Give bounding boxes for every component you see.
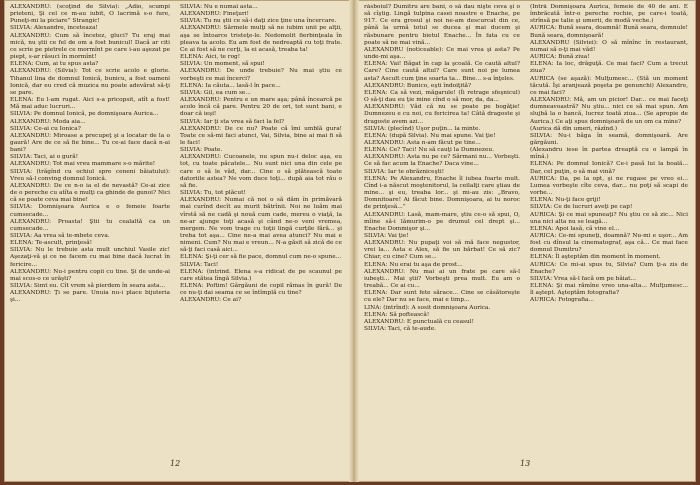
page-number-right: 13 [520,459,531,468]
dialogue-line: SILVIA: Ce de lucruri aveţi pe cap! [530,204,633,211]
dialogue-line: ELENA: Ia loc, drăguţă. Ce mai faci? Cum a trecut ziua? [530,61,688,75]
dialogue-line: ALEXANDRU (Silviei): O să mînînc în restaurant, numai să o-ţi mai văd! [530,39,688,53]
dialogue-line: ELENA: Pe Alexandru, Enache îl iubea foarte mult. Cînd i-a născut moştenitorul, la ceilalţi care ştiau de mine... şi eu, treaba lor... şi mi-au zis: „Bravo, Domnitoare! Ai făcut bine. Domnişoara, ai tu noroc de prinţesă...” [364,175,520,211]
dialogue-line: (Aurica dă din umeri, râzînd.) [530,125,618,132]
dialogue-line: ALEXANDRU: Proasta! Ştii tu cealaltă ca un cumsecade... [10,218,170,232]
dialogue-line: AURICA (se aşază): Mulţumesc... (Stă un moment tăcută. Îşi aranjează poşeta pe genunchi) Alexandre, ce mai faci? [530,75,688,96]
dialogue-line: ALEXANDRU: (scoţînd de Silvia): „Adio, scumpi prieteni, Şi cel ce m-au iubit, O lacrimă s-o fure, Puneţi-mi la piciare” Strangic! [10,4,170,25]
dialogue-line: ELENA: Pe domnul Ionică? Ce-i pasă lui la boală... Dar, cel puţin, o să mai vină? [530,161,688,175]
dialogue-line: ELENA: Ca să vezi, măgarule! (Îi retrage sfeşnicul) O să-ţi dau eu ţie mine cînd o să mor, da, da... [364,89,520,104]
dialogue-line: SILVIA: Ce-ai cu Ionica? [10,125,81,132]
dialogue-line: SILVIA: Simt eu. Cît vrem să pierdem în seara asta... [10,283,166,290]
dialogue-line: ALEXANDRU: Lasă, mam-mare, ştiu ce-o să spui, O, mîine să-i lămurim-o pe drumul cel drept şi... Enache Dommişor şi... [364,211,520,232]
dialogue-line: (Alexandru iese în partea dreaptă cu o lampă în mînă.) [530,147,688,161]
dialogue-line: ALEXANDRU: Asta n-am făcut pe tine... [364,139,481,146]
dialogue-line: SILVIA: Taci, că te-aude. [364,326,436,333]
dialogue-line: SILVIA: Vai ţie! [364,233,409,239]
dialogue-line: SILVIA: (trăgînd cu ochiul spre ceneni băiatului): Vreu să-l conving domnul Ionică. [10,168,170,182]
right-page-column-2 [530,4,688,452]
dialogue-line: ELENA: Eu l-am rugat. Aici s-a pricopsit, atît a fost! Mă mai aduc lucruri... [10,97,170,111]
dialogue-line: ELENA: (după Silvia). Nu mai spune. Vai ţie! [364,132,496,139]
dialogue-line: răsboiul? Dumitru are bani, o să dau nişte ceva şi o să cîştig. Lingă tulpina casei noastre e Enache, pe 917. Ce era grosul şi noi ne-am descurcat din ce, până la urmă totul se ducea şi mai ducem şi răsbunare pentru bietul Enache... În fata cu ce poate să ne mai vină... [364,4,520,46]
dialogue-line: LINA: (intrînd): A sosit domnişoara Aurica. [364,304,491,311]
dialogue-line: SILVIA: Poate. [180,147,223,154]
left-page [10,4,346,474]
dialogue-line: SILVIA: (plecînd) Uşor puţin... la minte. [364,125,481,132]
dialogue-line: ELENA: Nu erai tu aşa de prost... [364,261,463,268]
dialogue-line: ELENA: Ia căuta... lasă-l în pace... [180,82,281,89]
dialogue-line: (Intră Domnişoara Aurica, femeie de 40 de ani. E îmbrăcată într-o pereche rochie, pe care-i toată, strînsă pe talie şi umerii, de modă veche.) [530,4,688,25]
dialogue-line: ELENA: Cum, ai tu spus asta? [10,61,99,68]
dialogue-line: ELENA: Te-ascult, prinţesă! [10,240,93,247]
dialogue-line: ALEXANDRU: Numai că noi o să dăm în primăvară mai curînd decît au murit bătrînii. Noi ne luăm mai vîrstă să ne cadă şi nouă cum cade, mereu o viaţă, la ne-ar ajunge toţi acasă şi când ne-o veni vremea, mergem. Ne vom trage cu toţii lingă curţile fără... şi treba tot aşa... Cine ne-a mai avea atunci? Nu mai e nimeni. Cum? Nu mai e vreun... N-a găsit să zică de ce să-ţi faci casă aici... [180,197,342,254]
dialogue-line: ELENA: Şi mai rămîne vreo una-alta... Mulţumesc... îl aştept. Aşteptăm fotografia? [530,283,688,297]
dialogue-line: ELENA: (intrind. Elena s-a ridicat de pe scaunul pe care stătea lîngă Silvia.) [180,268,342,282]
dialogue-line: SILVIA: Gil, ea cum se... [180,89,251,96]
dialogue-line: SILVIA: Iar te obrăzniceşti! [364,168,445,175]
dialogue-line: AURICA: Bună seara, doamnă! Bună seara, domnule! Bună seara, domnişoară! [530,25,688,39]
dialogue-line: ELENA: Să poftească! [364,311,430,318]
dialogue-line: ALEXANDRU: Mă, am un picior! Dar... ce mai faceţi dumneavoastră? Nu ştiu... nici ce să mai spun. Am slujbă la o bancă, lucrez toată ziua... (Se apropie de Aurica.) Ce aţi spus domnişoară de un om ca mine? [530,97,688,125]
dialogue-line: ELENA: Şi-ţi cer să fie pace, domnul cum ne-o spune... [180,254,342,261]
dialogue-line: AURICA: Fotografia... [530,297,594,304]
dialogue-line: ALEXANDRU: Cucoanele, nu spun nu-i deloc aşa, eu tot, cu toate păcatele... Nu sunt nici una din cele pe care o să le văd, dar... Cine o să plătească toate datoriile astea? Ne vom duce toţi... după aia tot rău o să fie. [180,154,342,189]
right-page-column-1 [364,4,520,452]
dialogue-line: ALEXANDRU: Bunico, eşti îndoiţită? [364,82,472,89]
dialogue-line: AURICA: Şi ce mai spuneaţi? Nu ştiu ce să zic... Nici una nici alta nu se leagă... [530,211,688,225]
right-page [362,4,690,474]
dialogue-line: ALEXANDRU: De ce nu? Poate că îmi umblă gura! Toate ce să-mi faci atunci, Vai, Silvia, bine ai mai fi să le faci! [180,125,342,146]
dialogue-line: ALEXANDRU: Ţi se pare. Unuia nu-i place bijuteria şi... [10,290,170,304]
dialogue-line: AURICA: Bună ziua! [530,54,590,61]
dialogue-line: SILVIA: Tu, tot plăcut! [180,190,246,197]
dialogue-line: SILVIA: Taci, ai o gură! [10,154,79,161]
dialogue-line: SILVIA: Domnişoara Aurica e o femeie foarte cumsecade... [10,204,170,218]
dialogue-line: ALEXANDRU: E punctuală cu ceasul! [364,318,474,325]
dialogue-line: ALEXANDRU: Ce ai? [180,297,242,304]
dialogue-line: SILVIA: Vrea să-l facă om pe băiat... [530,275,636,282]
dialogue-line: ELENA: Apoi lasă, că vine el... [530,225,620,232]
dialogue-line: SILVIA: Pe domnul Ionică, pe domnişoara Aurica... [10,111,159,118]
dialogue-line: AURICA: Ce mi-ai spus tu, Silvia? Cum ţi-a zis de Enache? [530,261,688,275]
dialogue-line: ELENA: Ce? Taci! Nu să cauţi la Dumnezeu. [364,147,494,154]
dialogue-line: ALEXANDRU: Moda aia... [10,118,86,125]
dialogue-line: SILVIA: Aa vrea să te-mbete ceva. [10,233,110,239]
open-book [4,0,696,482]
dialogue-line: ALEXANDRU: Nu-i pentru copii cu tine. Şi de unde-ai mai scos-o ce urăşti? [10,268,170,282]
dialogue-line: ALEXANDRU: Asta nu pe ce? Sărmani nu... Vorbeşti. Ce să fac acum la Enache? Daca vine... [364,154,520,168]
dialogue-line: ALEXANDRU: De unde trebuie? Nu mai ştiu ce vorbeşti ce mai încerci? [180,68,342,82]
dialogue-line: ALEXANDRU: Tot mai vreu mammare s-o mărite! [10,161,156,168]
dialogue-line: ALEXANDRU: Văd că nu se poate pe bogăţie! Dumnezeu e cu noi, cu fericirea ta! Câtă dragoste şi dragoste avem azi... [364,104,520,125]
dialogue-line: ALEXANDRU: Miroase a precupeţ şi a locatar de la o gaură! Are de ce să fie bine... Tu ce-ai face dacă n-ai bani? [10,132,170,154]
dialogue-line: SILVIA: Alexandre, inceteaza! [10,25,98,32]
dialogue-line: SILVIA: Nu le trebuie asta mult unchiul Vasile zic! Aşezaţi-vă şi ce ne facem cu mai bine dacă lucrat în fericire... [10,247,170,268]
page-number-left: 12 [170,459,181,468]
dialogue-line: ALEXANDRU: Nu mai ai un frate pe care să-l iubeşti... Mai ştii? Vorbeşti prea mult. Eu am o treabă... Ce ai cu... [364,268,520,290]
dialogue-line: SILVIA: Tu nu ştii ce să-i daţi zice ţine una încercare. [180,18,337,25]
dialogue-line: ELENA: Îl aşteptăm din moment în moment. [530,254,661,261]
dialogue-line: ALEXANDRU: Nu pupaţi voi să mă face negustor, vrei la... Asta e Alex, să fie un bărbat! Ce să zic? Chiar, cu cine? Cum se... [364,240,520,261]
dialogue-line: ALEXANDRU: De ce n-o ia el de nevastă? Ce-ai zice de o pereche cu atîta e mulţi ca ghinde de gunoi? Nici că se poate ceva mai bine! [10,182,170,204]
dialogue-line: SILVIA: Un moment, să spui! [180,61,265,68]
dialogue-line: ALEXANDRU: (Silvia): Tot ce scrie acolo e glorie. Tihanul lina de domnul Ionică, bunicu, a fost oameni Ionică, dar eu cred că muzica nu poate adevărat să-ţi se pare. [10,68,170,96]
dialogue-line: ALEXANDRU: Pentru e un mare aşa; până încearcă pe acolo încă că pare. Pentru 20 de ori, tot sunt bani, e doar că ieşi! [180,97,342,118]
dialogue-line: ALEXANDRU (noticeable): Ce mai vrea şi asta? Pe unde-mi aşa... [364,46,520,61]
left-page-column-2 [180,4,342,452]
dialogue-line: SILVIA: Taci! [180,261,219,268]
dialogue-line: ELENA: Vai! Băgat în cap la şcoală. Ce caută altul? Care? Cine caută altul? Care sunt noi pe lumea asta? Ascult cum ţine soarta ta... Bine... s-a înţeles. [364,61,520,82]
dialogue-line: AURICA: Ce-mi spuneţi, doamnă? Nu-mi e uşor... Am fost cu dînsul la cinematograf, aşa că... Ce mai face domnul Dumitru? [530,233,688,254]
left-page-column-1 [10,4,170,452]
dialogue-line: SILVIA: Nu-i băga în seamă, domnişoară. Are gărgăuni. [530,132,688,146]
dialogue-line: ELENA: Dar sunt fete sărace... Cine se căsătoreşte cu ele? Dar nu se face, mai e timp... [364,290,520,304]
dialogue-line: ALEXANDRU: Sărmele mulţi să ne iubim unii pe alţii, aşa se întoarce tristeţe-le. Nedomolit fierbinţeala în pleava ta acolo. Eu am fost de nedreaptă cu toţi frate. Ce ai fost să ne cerţi, la ei acasă, treaba ta! [180,25,342,53]
dialogue-line: SILVIA: Nu e numai asta... [180,4,258,10]
dialogue-line: ELENA: Nu-ţi face griji! [530,197,601,204]
dialogue-line: ALEXANDRU: Fineţuri! [180,11,249,18]
dialogue-line: ELENA: Aici, te rog! [180,54,241,61]
dialogue-line: ALEXANDRU: Cum să încetez, gluci? Tu eraj mai mică, nu ştii ce fel de om a fost bunicul! Dacă ar citi ce scrie pe pietrele ce mormînt pe care i-au aşezat pe piept, s-ar răsuci în mormînt! [10,32,170,61]
dialogue-line: ELENA: Poftim! Gărgăuni de copil rămas în gură! De ce nu-ţi dai seama ce se întîmplă cu tine? [180,283,342,297]
book-spine [349,0,359,482]
dialogue-line: SILVIA: Iar ţi sta vrea să faci la fel? [180,118,285,125]
dialogue-line: AURICA: Da, pe la opt, şi ne rugase pe vreo ei... Lumea vorbeşte cîte ceva, dar... nu poţi să scapi de vorbe... [530,175,688,197]
